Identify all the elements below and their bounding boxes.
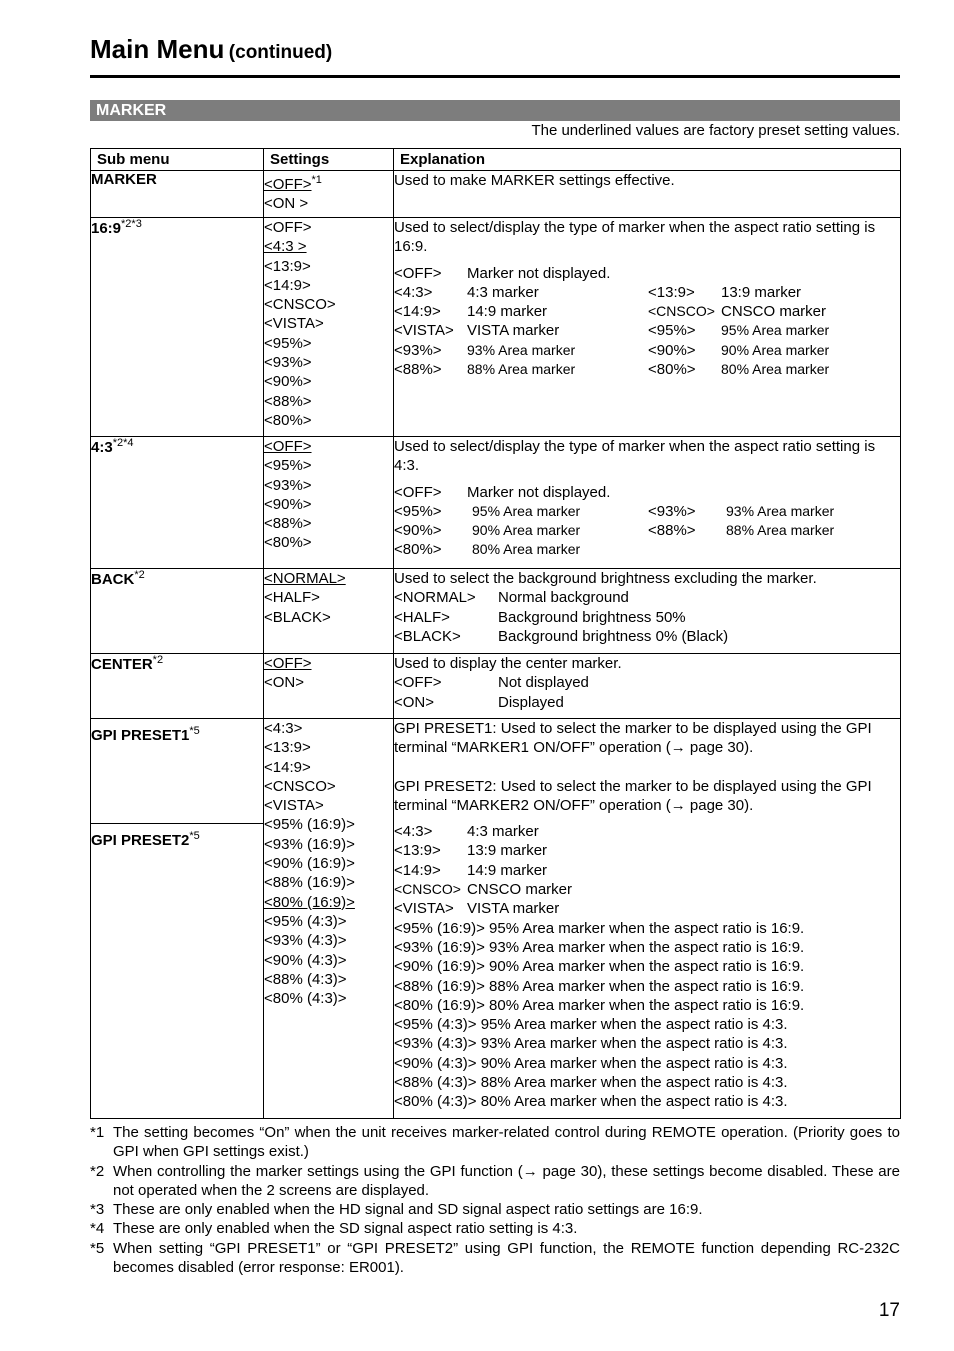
footnote: *4 These are only enabled when the SD signal aspect ratio setting is 4:3. xyxy=(90,1220,578,1238)
footnote: *5 When setting “GPI PRESET1” or “GPI PRESET2” using GPI function, the REMOTE function depending RC-232C becomes disabled (error response: ER001). xyxy=(90,1239,900,1277)
sub-16-9: $16:9^{*2*3}$ xyxy=(91,218,264,437)
footnote: *2 When controlling the marker settings using the GPI function (→ page 30), these settings become disabled. These are not operated when the 2 screens are displayed. xyxy=(90,1162,900,1199)
section-header: MARKER xyxy=(90,100,900,121)
sub-gpi-preset2: GPI PRESET2$^{*5}$ xyxy=(91,824,264,1119)
page-title xyxy=(90,34,332,65)
row-gpi-preset1 xyxy=(91,719,901,824)
footnote: *1 The setting becomes “On” when the unit receives marker-related control during REMOTE operation. (Priority goes to GPI when GPI settings exist.) xyxy=(90,1124,900,1161)
title-main: Main Menu xyxy=(90,34,225,64)
sub-4-3: $4:3^{*2*4}$ xyxy=(91,437,264,569)
sub-marker: MARKER xyxy=(91,171,264,218)
marker-table xyxy=(90,148,901,1119)
factory-preset-note: The underlined values are factory preset setting values. xyxy=(531,122,900,139)
row-center xyxy=(91,654,901,719)
settings-4-3: <OFF> <95%> <93%> <90%> <88%> <80%> xyxy=(264,437,394,569)
col-header-sub: Sub menu xyxy=(91,149,264,171)
table-header-row xyxy=(91,149,901,171)
footnote: *3 These are only enabled when the HD signal and SD signal aspect ratio settings are 16:9. xyxy=(90,1201,703,1219)
exp-marker: Used to make MARKER settings effective. xyxy=(394,171,901,218)
row-back xyxy=(91,569,901,654)
page-number: 17 xyxy=(878,1300,900,1321)
marker-list-16-9: <4:3> 4:3 marker <13:9> 13:9 marker <14:9> 14:9 marker <CNSCO> CNSCO marker <VISTA> VISTA marker <95%> 95% Area marker <93%> 93% Area marker <90%> 90% Area marker <88%> 88% Area marker <80%> 80% Area marker xyxy=(394,283,830,379)
settings-center: <OFF> <ON> xyxy=(264,654,394,719)
settings-marker: <OFF>$^{*1}$ <ON > xyxy=(264,171,394,218)
marker-list-4-3: <95%> 95% Area marker <93%> 93% Area marker <90%> 90% Area marker <88%> 88% Area marker <80%> 80% Area marker xyxy=(394,502,835,559)
exp-16-9: Used to select/display the type of marker when the aspect ratio setting is 16:9. <OFF> Marker not displayed. <4:3> 4:3 marker <13:9> 13:9 marker <14:9> 14:9 marker <CNSCO> CNSCO marker <VISTA> VISTA marker <95%> 95% Area marker <93%> 93% Area marker <90%> 90% Area marker <88%> 88% Area marker <80%> 80% Area marker xyxy=(394,218,901,437)
row-marker xyxy=(91,171,901,218)
row-4-3 xyxy=(91,437,901,569)
exp-gpi: GPI PRESET1: Used to select the marker to be displayed using the GPI terminal “MARKER1 ON/OFF” operation (→ page 30). GPI PRESET2: Used to select the marker to be displayed using the GPI terminal “MARKER2 ON/OFF” operation (→ page 30). <4:3> 4:3 marker <13:9> 13:9 marker <14:9> 14:9 marker <CNSCO> CNSCO marker <VISTA> VISTA marker <95% (16:9)> 95% Area marker when the aspect ratio is 16:9. <93% (16:9)> 93% Area marker when the aspect ratio is 16:9. <90% (16:9)> 90% Area marker when the aspect ratio is 16:9. <88% (16:9)> 88% Area marker when the aspect ratio is 16:9. <80% (16:9)> 80% Area marker when the aspect ratio is 16:9. <95% (4:3)> 95% Area marker when the aspect ratio is 4:3. <93% (4:3)> 93% Area marker when the aspect ratio is 4:3. <90% (4:3)> 90% Area marker when the aspect ratio is 4:3. <88% (4:3)> 88% Area marker when the aspect ratio is 4:3. <80% (4:3)> 80% Area marker when the aspect ratio is 4:3. xyxy=(394,719,901,1119)
footnotes xyxy=(90,1123,900,1277)
settings-back: <NORMAL> <HALF> <BLACK> xyxy=(264,569,394,654)
exp-back: Used to select the background brightness excluding the marker. <NORMAL> Normal background <HALF> Background brightness 50% <BLACK> Background brightness 0% (Black) xyxy=(394,569,901,654)
exp-4-3: Used to select/display the type of marker when the aspect ratio setting is 4:3. <OFF> Marker not displayed. <95%> 95% Area marker <93%> 93% Area marker <90%> 90% Area marker <88%> 88% Area marker <80%> 80% Area marker xyxy=(394,437,901,569)
col-header-explanation: Explanation xyxy=(394,149,901,171)
settings-gpi: <4:3> <13:9> <14:9> <CNSCO> <VISTA> <95% (16:9)> <93% (16:9)> <90% (16:9)> <88% (16:9)> <80% (16:9)> <95% (4:3)> <93% (4:3)> <90% (4:3)> <88% (4:3)> <80% (4:3)> xyxy=(264,719,394,1119)
title-continued: (continued) xyxy=(228,42,333,63)
sub-center: CENTER$^{*2}$ xyxy=(91,654,264,719)
title-rule xyxy=(90,75,900,78)
col-header-settings: Settings xyxy=(264,149,394,171)
settings-16-9: <OFF> <4:3 > <13:9> <14:9> <CNSCO> <VISTA> <95%> <93%> <90%> <88%> <80%> xyxy=(264,218,394,437)
sub-gpi-preset1: GPI PRESET1$^{*5}$ xyxy=(91,719,264,824)
exp-center: Used to display the center marker. <OFF> Not displayed <ON> Displayed xyxy=(394,654,901,719)
sub-back: BACK$^{*2}$ xyxy=(91,569,264,654)
row-16-9 xyxy=(91,218,901,437)
